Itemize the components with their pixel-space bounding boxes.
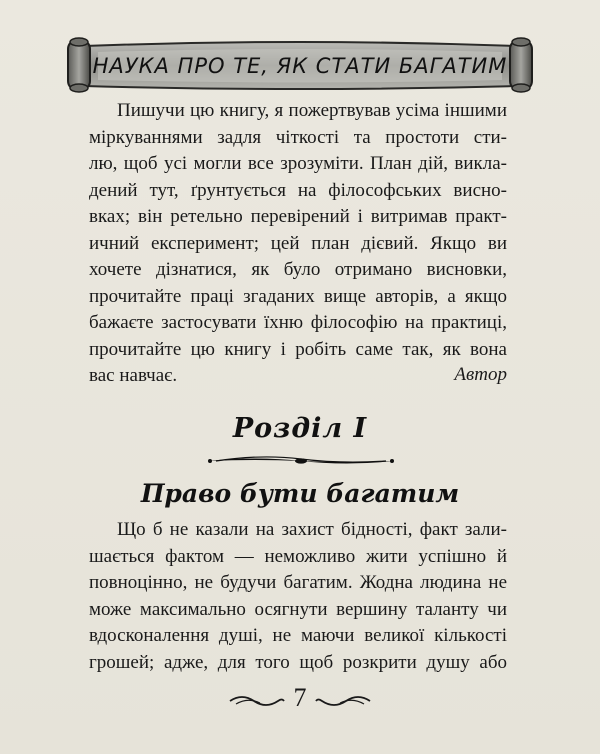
page-footer [0, 683, 600, 719]
text-line: бажаєте застосувати їхню філософію на практиці, [89, 312, 507, 333]
text-line: міркуваннями задля чіткості та простоти сти- [89, 126, 507, 148]
text-line: ичний експеримент; цей план дієвий. Якщо ви [89, 232, 507, 254]
flourish-right-icon [314, 691, 372, 711]
text-line: може максимально осягнути вершину таланту чи [89, 598, 507, 620]
chapter-heading: Розділ I [232, 413, 368, 444]
text-line: грошей; адже, для того щоб розкрити душу або [89, 651, 507, 673]
text-line: вках; він ретельно перевірений і витримав практ- [89, 206, 507, 227]
text-line: хочете дізнатися, як було отримано висновки, [89, 259, 507, 280]
text-line: дений тут, ґрунтується на філософських висно- [89, 179, 507, 201]
divider-ornament-icon [206, 453, 396, 469]
text-line: прочитайте праці згаданих вище авторів, а якщо [89, 285, 507, 307]
page-number: 7 [293, 683, 307, 712]
text-line: Що б не казали на захист бідності, факт зали- [117, 519, 507, 540]
author-signature: Автор [454, 364, 507, 385]
text-line: повноцінно, не будучи багатим. Жодна людина не [89, 572, 507, 593]
section-title: Право бути багатим [140, 479, 460, 508]
header-scroll-banner [62, 34, 538, 96]
text-line: вас навчає. [89, 365, 178, 386]
preface-paragraph [89, 98, 507, 390]
chapter-paragraph [89, 517, 507, 676]
text-line: вдосконалення душі, не маючи великої кількості [89, 625, 507, 646]
text-line: шається фактом — неможливо жити успішно й [89, 545, 507, 567]
running-header-title: НАУКА ПРО ТЕ, ЯК СТАТИ БАГАТИМ [92, 54, 508, 78]
text-line: лю, щоб усі могли все зрозуміти. План дій, викла- [89, 153, 507, 174]
text-line: Пишучи цю книгу, я пожертвував усіма іншими [117, 100, 507, 121]
text-line: прочитайте цю книгу і робіть саме так, як вона [89, 338, 507, 360]
